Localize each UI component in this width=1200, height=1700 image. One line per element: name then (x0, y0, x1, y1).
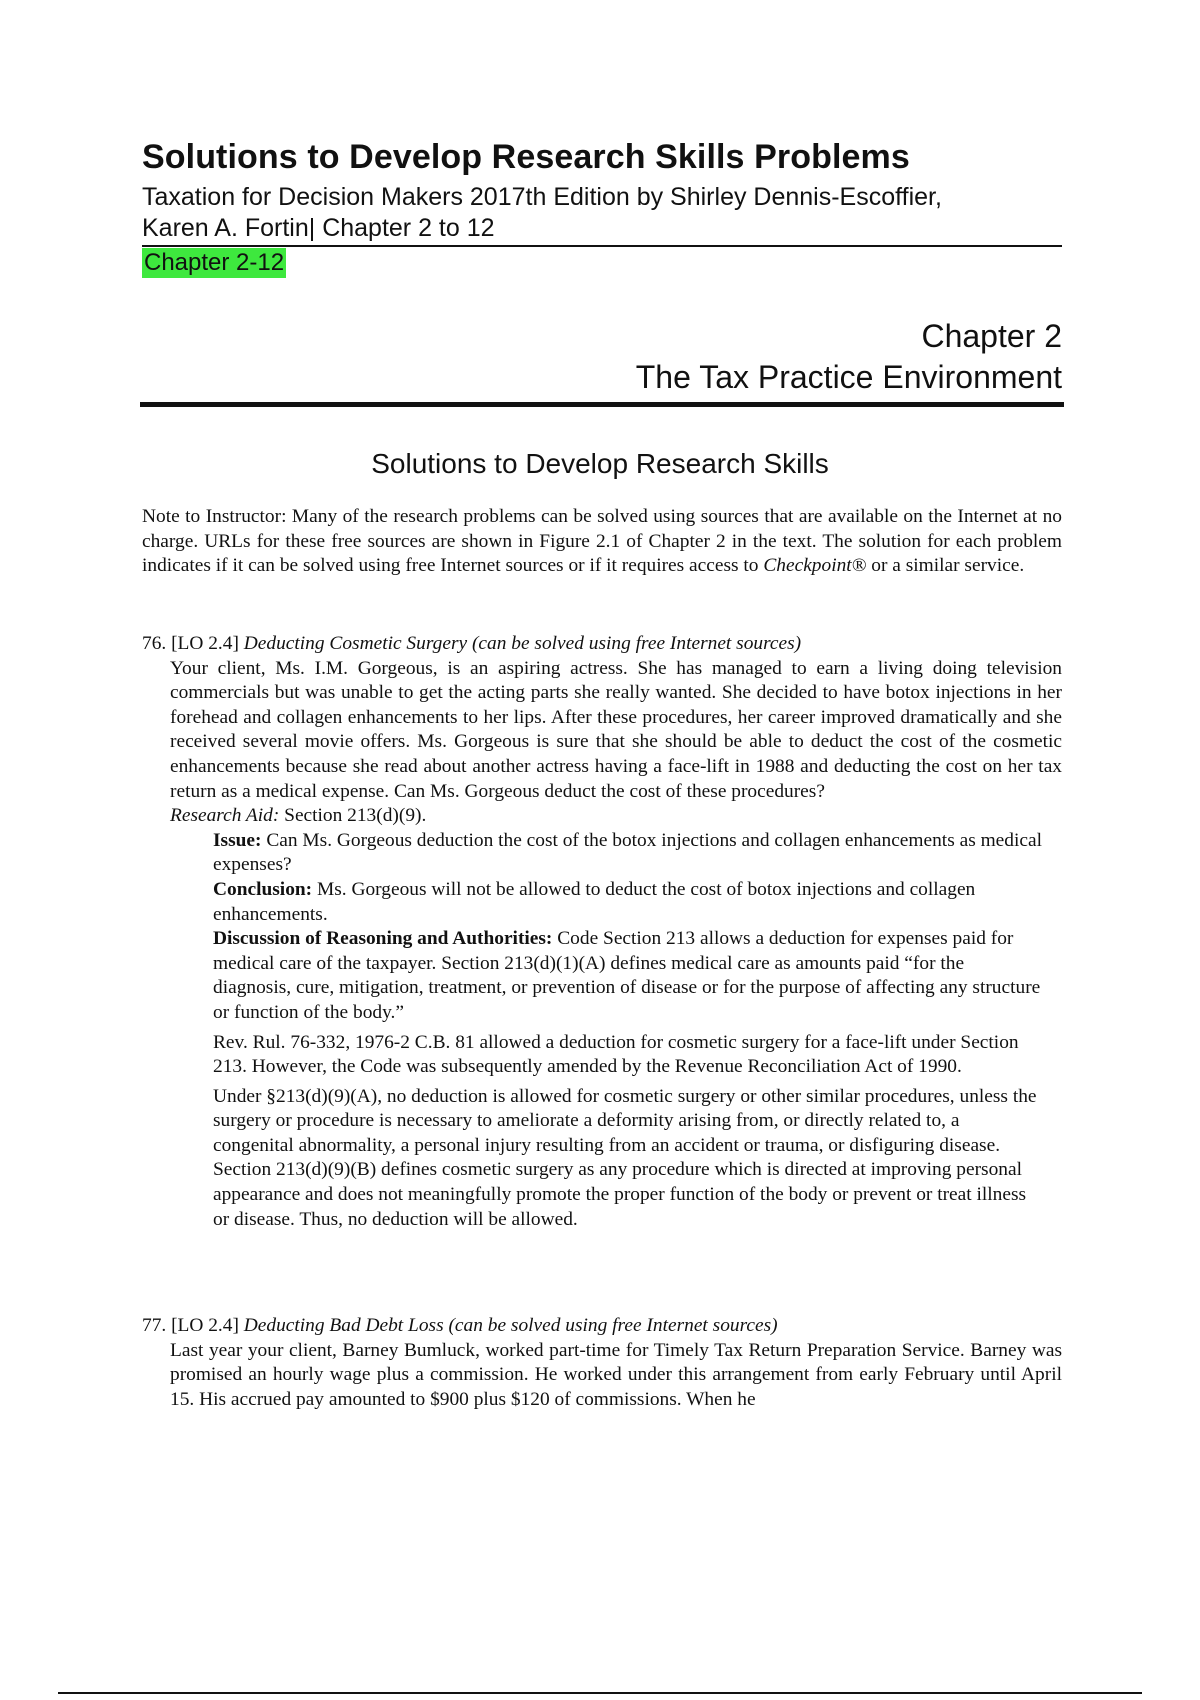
chapter-number: Chapter 2 (921, 318, 1062, 354)
subtitle-line-1: Taxation for Decision Makers 2017th Edition by Shirley Dennis-Escoffier, (142, 183, 942, 211)
conclusion (213, 878, 1043, 927)
problem-title: Deducting Cosmetic Surgery (can be solved using free Internet sources) (243, 633, 802, 654)
discussion-label: Discussion of Reasoning and Authorities: (213, 928, 553, 950)
problem-number: 76. [LO 2.4] (142, 633, 244, 654)
discussion (213, 927, 1043, 1025)
problem-76 (142, 632, 1062, 1232)
problem-77 (142, 1314, 1062, 1412)
issue-text: Can Ms. Gorgeous deduction the cost of the botox injections and collagen enhancements as medical expenses? (213, 829, 1042, 876)
discussion-text: Code Section 213 allows a deduction for expenses paid for medical care of the taxpayer. Section 213(d)(1)(A) defines medical care as amounts paid “for the diagnosis, cure, mitigation, treatment, or prevention of disease or for the purpose of affecting any structure or function of the body.” (213, 928, 1041, 1023)
footer-rule (58, 1692, 1142, 1694)
note-product-name: Checkpoint® (763, 555, 867, 577)
conclusion-label: Conclusion: (213, 878, 313, 900)
problem-text: Last year your client, Barney Bumluck, worked part-time for Timely Tax Return Preparation Service. Barney was promised an hourly wage plus a commission. He worked under this arrangement from early February until April 15. His accrued pay amounted to $900 plus $120 of commissions. When he (170, 1339, 1062, 1410)
chapter-rule (140, 402, 1064, 407)
document-title: Solutions to Develop Research Skills Problems (142, 138, 910, 176)
issue-label: Issue: (213, 829, 262, 851)
chapter-heading (636, 316, 1062, 398)
problem-number: 77. [LO 2.4] (142, 1315, 244, 1336)
research-aid-text: Section 213(d)(9). (279, 805, 427, 827)
solution (213, 829, 1043, 1233)
issue (213, 829, 1043, 878)
note-tail: or a similar service. (866, 555, 1025, 577)
header-rule (142, 245, 1062, 247)
research-aid-label: Research Aid: (170, 805, 280, 827)
problem-heading (142, 632, 1062, 657)
chapter-range-highlight: Chapter 2-12 (144, 249, 285, 276)
document-subtitle (142, 182, 1062, 244)
subtitle-line-2: Karen A. Fortin| Chapter 2 to 12 (142, 214, 495, 242)
conclusion-text: Ms. Gorgeous will not be allowed to deduct the cost of botox injections and collagen enhancements. (213, 878, 976, 925)
chapter-name: The Tax Practice Environment (635, 359, 1062, 395)
discussion-paragraph-3: Under §213(d)(9)(A), no deduction is allowed for cosmetic surgery or other similar procedures, unless the surgery or procedure is necessary to ameliorate a deformity arising from, or directly related to, a congenital abnormality, a personal injury resulting from an accident or trauma, or disfiguring disease. Section 213(d)(9)(B) defines cosmetic surgery as any procedure which is directed at improving personal appearance and does not meaningfully promote the proper function of the body or prevent or treat illness or disease. Thus, no deduction will be allowed. (213, 1085, 1037, 1230)
instructor-note (142, 505, 1062, 579)
problem-title: Deducting Bad Debt Loss (can be solved using free Internet sources) (243, 1315, 778, 1336)
discussion-paragraph-2: Rev. Rul. 76-332, 1976-2 C.B. 81 allowed a deduction for cosmetic surgery for a face-lift under Section 213. However, the Code was subsequently amended by the Revenue Reconciliation Act of 1990. (213, 1031, 1019, 1078)
problem-text: Your client, Ms. I.M. Gorgeous, is an aspiring actress. She has managed to earn a living doing television commercials but was unable to get the acting parts she really wanted. She decided to have botox injections in her forehead and collagen enhancements to her lips. After these procedures, her career improved dramatically and she received several movie offers. Ms. Gorgeous is sure that she should be able to deduct the cost of the cosmetic enhancements because she read about another actress having a face-lift in 1988 and deducting the cost on her tax return as a medical expense. Can Ms. Gorgeous deduct the cost of these procedures? (170, 657, 1062, 802)
note-text: Note to Instructor: Many of the research problems can be solved using sources that are available on the Internet at no charge. URLs for these free sources are shown in Figure 2.1 of Chapter 2 in the text. The solution for each problem indicates if it can be solved using free Internet sources or if it requires access to (142, 506, 1062, 577)
research-aid (170, 804, 1062, 829)
section-title: Solutions to Develop Research Skills (371, 448, 829, 479)
problem-heading (142, 1314, 1062, 1339)
